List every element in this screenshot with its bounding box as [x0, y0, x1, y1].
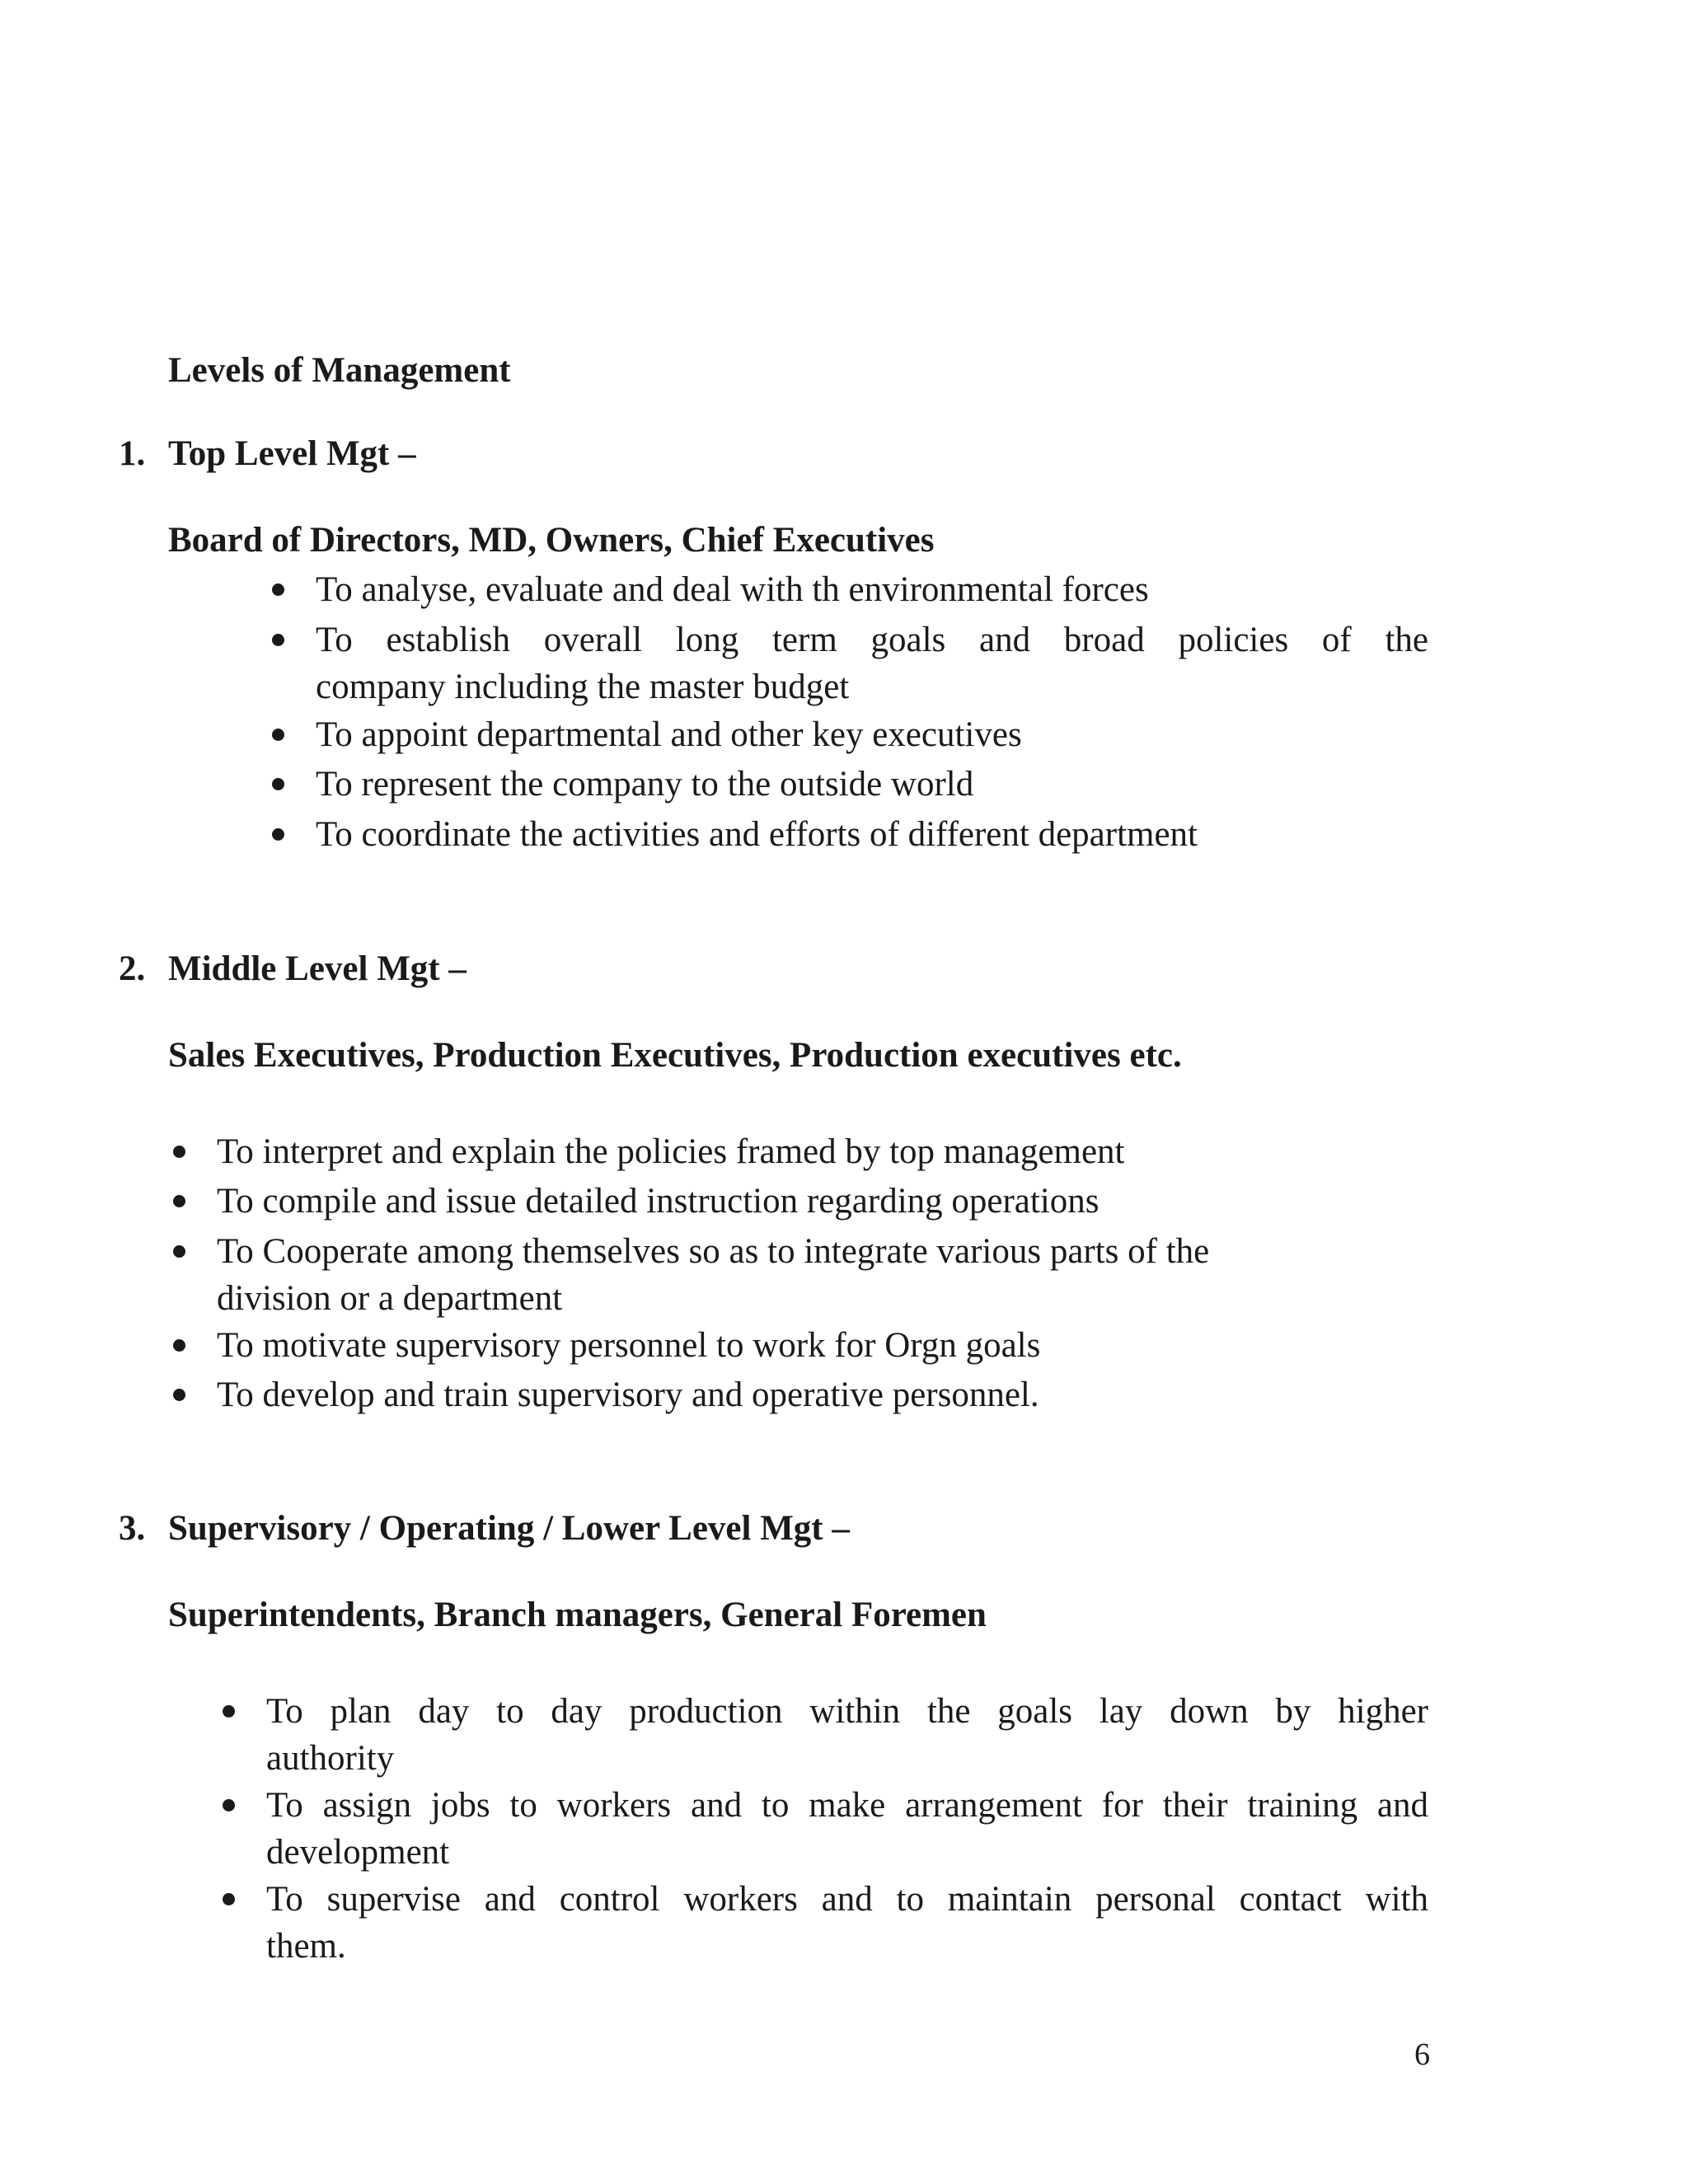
section-3-number: 3. — [119, 1509, 146, 1548]
section-3-heading: Supervisory / Operating / Lower Level Mgt – — [168, 1509, 850, 1548]
list-item: To interpret and explain the policies framed by top management — [217, 1132, 1125, 1171]
bullet-icon — [173, 1339, 185, 1352]
list-item-continuation: them. — [266, 1927, 346, 1966]
list-item: To motivate supervisory personnel to work for Orgn goals — [217, 1326, 1041, 1365]
bullet-icon — [272, 634, 284, 646]
bullet-icon — [173, 1389, 185, 1401]
bullet-icon — [223, 1799, 235, 1811]
list-item: To coordinate the activities and efforts of different department — [316, 815, 1198, 854]
section-1-number: 1. — [119, 434, 146, 473]
list-item: To establish overall long term goals and broad policies of the — [316, 621, 1428, 659]
bullet-icon — [272, 583, 284, 596]
list-item-continuation: division or a department — [217, 1279, 563, 1318]
list-item: To Cooperate among themselves so as to integrate various parts of the — [217, 1232, 1210, 1271]
section-2-roles: Sales Executives, Production Executives, Production executives etc. — [168, 1036, 1182, 1075]
page-number: 6 — [1414, 2037, 1430, 2072]
list-item: To compile and issue detailed instruction regarding operations — [217, 1182, 1100, 1221]
list-item-continuation: development — [266, 1833, 450, 1872]
bullet-icon — [173, 1245, 185, 1258]
list-item: To plan day to day production within the goals lay down by higher — [266, 1692, 1428, 1731]
bullet-icon — [173, 1146, 185, 1158]
list-item: To appoint departmental and other key executives — [316, 715, 1022, 754]
bullet-icon — [272, 729, 284, 741]
list-item-continuation: authority — [266, 1739, 395, 1778]
section-1-roles: Board of Directors, MD, Owners, Chief Executives — [168, 521, 935, 560]
bullet-icon — [272, 778, 284, 790]
list-item: To supervise and control workers and to maintain personal contact with — [266, 1880, 1428, 1919]
section-3-roles: Superintendents, Branch managers, General Foremen — [168, 1596, 987, 1634]
bullet-icon — [272, 828, 284, 841]
section-2-number: 2. — [119, 949, 146, 988]
bullet-icon — [223, 1705, 235, 1718]
list-item: To develop and train supervisory and operative personnel. — [217, 1376, 1039, 1414]
bullet-icon — [223, 1893, 235, 1905]
page-title: Levels of Management — [168, 351, 511, 390]
list-item: To assign jobs to workers and to make arrangement for their training and — [266, 1786, 1428, 1825]
list-item: To represent the company to the outside world — [316, 765, 974, 804]
list-item-continuation: company including the master budget — [316, 668, 850, 706]
section-2-heading: Middle Level Mgt – — [168, 949, 467, 988]
section-1-heading: Top Level Mgt – — [168, 434, 416, 473]
list-item: To analyse, evaluate and deal with th environmental forces — [316, 570, 1149, 609]
bullet-icon — [173, 1195, 185, 1207]
